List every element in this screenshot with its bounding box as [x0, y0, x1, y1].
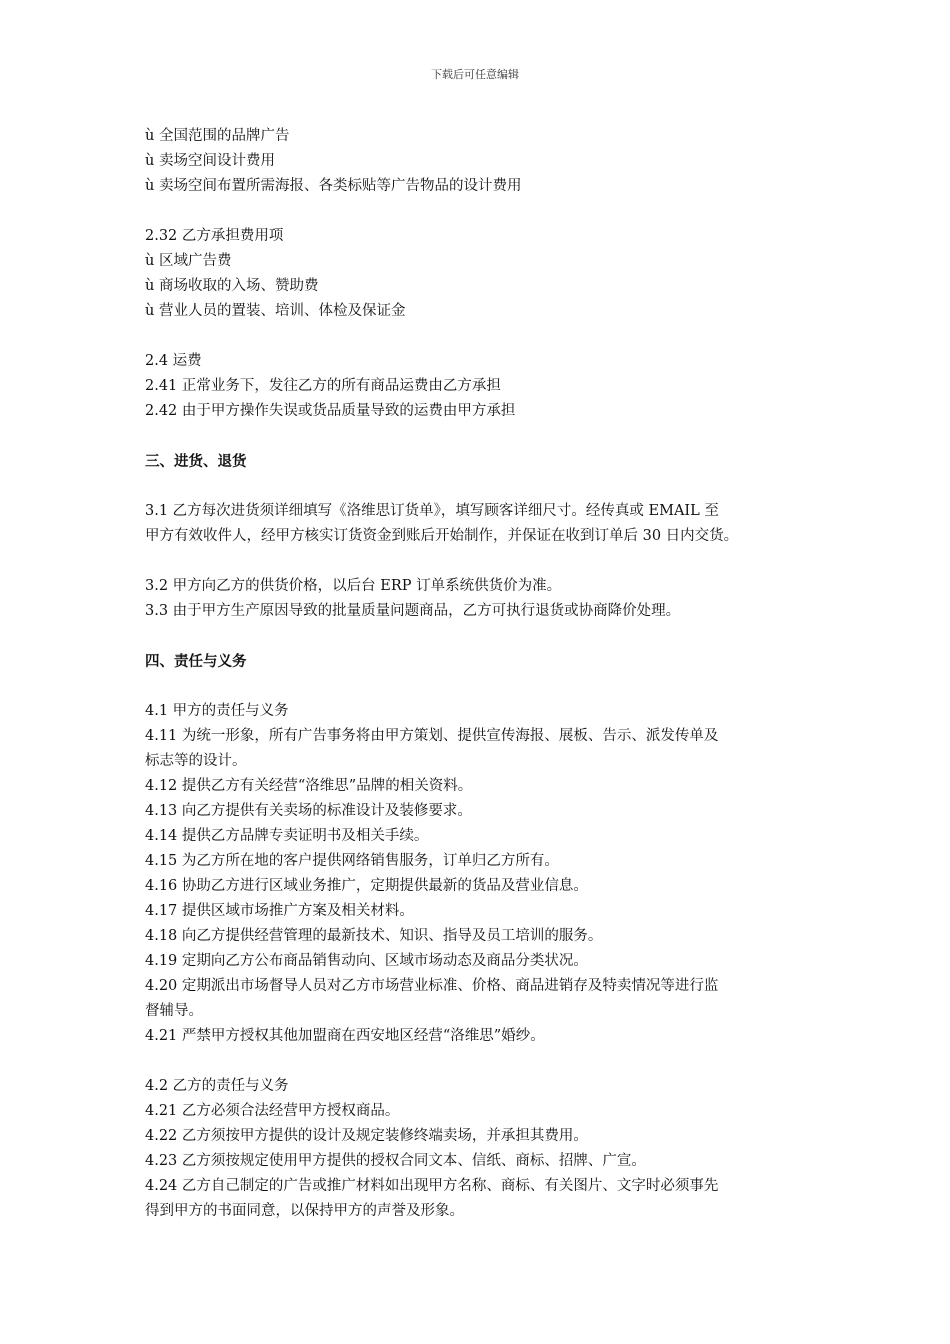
- text-line: ù 营业人员的置装、培训、体检及保证金: [145, 303, 406, 319]
- text-line: 4.11 为统一形象，所有广告事务将由甲方策划、提供宣传海报、展板、告示、派发传单及: [145, 728, 719, 744]
- text-line: 4.16 协助乙方进行区域业务推广，定期提供最新的货品及营业信息。: [145, 878, 588, 894]
- document-body: [145, 124, 815, 1224]
- text-line: 标志等的设计。: [145, 753, 247, 769]
- page-header: 下载后可任意编辑: [431, 68, 519, 81]
- text-line: ù 区域广告费: [145, 253, 232, 269]
- section-heading: 四、责任与义务: [145, 653, 247, 670]
- text-line: 4.23 乙方须按规定使用甲方提供的授权合同文本、信纸、商标、招牌、广宣。: [145, 1153, 646, 1169]
- text-line: 甲方有效收件人，经甲方核实订货资金到账后开始制作，并保证在收到订单后 30 日内交货。: [145, 528, 739, 544]
- blank-line: [145, 674, 815, 699]
- text-line: 4.22 乙方须按甲方提供的设计及规定装修终端卖场，并承担其费用。: [145, 1128, 588, 1144]
- text-line: 2.42 由于甲方操作失误或货品质量导致的运费由甲方承担: [145, 403, 516, 419]
- text-line: ù 商场收取的入场、赞助费: [145, 278, 319, 294]
- text-line: 4.2 乙方的责任与义务: [145, 1078, 289, 1094]
- blank-line: [145, 424, 815, 449]
- text-line: 4.20 定期派出市场督导人员对乙方市场营业标准、价格、商品进销存及特卖情况等进行监: [145, 978, 719, 994]
- text-line: 4.12 提供乙方有关经营“洛维思”品牌的相关资料。: [145, 778, 473, 794]
- blank-line: [145, 474, 815, 499]
- text-line: 得到甲方的书面同意，以保持甲方的声誉及形象。: [145, 1203, 464, 1219]
- text-line: 4.1 甲方的责任与义务: [145, 703, 289, 719]
- text-line: 4.17 提供区域市场推广方案及相关材料。: [145, 903, 414, 919]
- section-heading: 三、进货、退货: [145, 453, 247, 470]
- text-line: 督辅导。: [145, 1003, 203, 1019]
- blank-line: [145, 624, 815, 649]
- blank-line: [145, 324, 815, 349]
- blank-line: [145, 549, 815, 574]
- text-line: ù 全国范围的品牌广告: [145, 128, 290, 144]
- text-line: 4.24 乙方自己制定的广告或推广材料如出现甲方名称、商标、有关图片、文字时必须事先: [145, 1178, 719, 1194]
- text-line: 4.14 提供乙方品牌专卖证明书及相关手续。: [145, 828, 429, 844]
- text-line: 2.32 乙方承担费用项: [145, 228, 284, 244]
- text-line: 4.18 向乙方提供经营管理的最新技术、知识、指导及员工培训的服务。: [145, 928, 603, 944]
- text-line: 3.2 甲方向乙方的供货价格，以后台 ERP 订单系统供货价为准。: [145, 578, 562, 594]
- blank-line: [145, 1049, 815, 1074]
- text-line: 3.1 乙方每次进货须详细填写《洛维思订货单》，填写顾客详细尺寸。经传真或 EMAIL 至: [145, 503, 719, 519]
- text-line: 4.19 定期向乙方公布商品销售动向、区域市场动态及商品分类状况。: [145, 953, 588, 969]
- text-line: 4.13 向乙方提供有关卖场的标准设计及装修要求。: [145, 803, 472, 819]
- text-line: 4.21 严禁甲方授权其他加盟商在西安地区经营“洛维思”婚纱。: [145, 1028, 545, 1044]
- text-line: 2.4 运费: [145, 353, 202, 369]
- text-line: ù 卖场空间布置所需海报、各类标贴等广告物品的设计费用: [145, 178, 522, 194]
- text-line: 3.3 由于甲方生产原因导致的批量质量问题商品，乙方可执行退货或协商降价处理。: [145, 603, 681, 619]
- blank-line: [145, 199, 815, 224]
- text-line: 4.21 乙方必须合法经营甲方授权商品。: [145, 1103, 400, 1119]
- text-line: 2.41 正常业务下，发往乙方的所有商品运费由乙方承担: [145, 378, 501, 394]
- text-line: ù 卖场空间设计费用: [145, 153, 275, 169]
- text-line: 4.15 为乙方所在地的客户提供网络销售服务，订单归乙方所有。: [145, 853, 559, 869]
